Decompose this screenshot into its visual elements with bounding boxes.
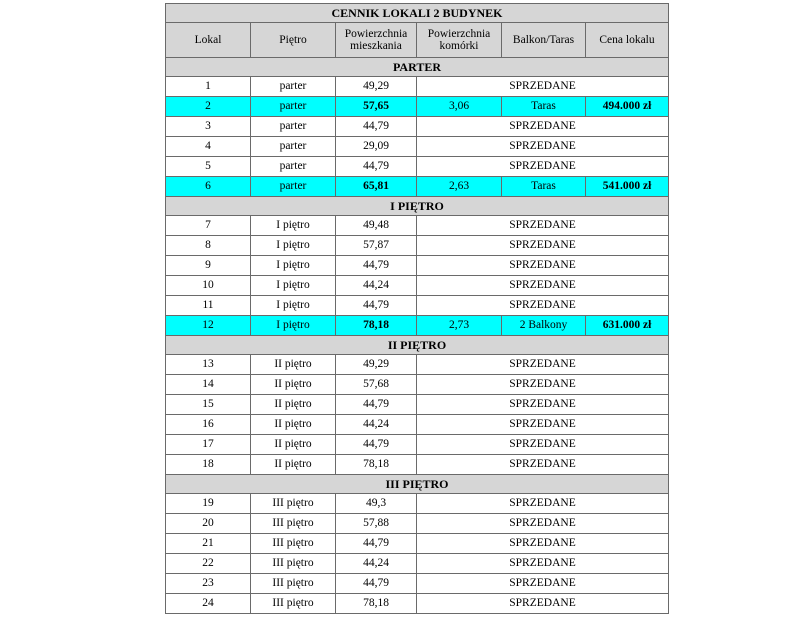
cell-area: 44,79 bbox=[336, 157, 417, 177]
cell-lokal: 12 bbox=[166, 316, 251, 336]
cell-area: 78,18 bbox=[336, 316, 417, 336]
cell-pietro: III piętro bbox=[251, 534, 336, 554]
section-row bbox=[166, 336, 669, 355]
cell-area: 78,18 bbox=[336, 594, 417, 614]
cell-status-sold: SPRZEDANE bbox=[417, 355, 669, 375]
cell-status-sold: SPRZEDANE bbox=[417, 395, 669, 415]
cell-lokal: 15 bbox=[166, 395, 251, 415]
col-header-pow-mieszkania: Powierzchnia mieszkania bbox=[336, 23, 417, 58]
cell-pietro: I piętro bbox=[251, 316, 336, 336]
col-header-balkon: Balkon/Taras bbox=[502, 23, 586, 58]
cell-pietro: parter bbox=[251, 177, 336, 197]
cell-pietro: III piętro bbox=[251, 594, 336, 614]
cell-pietro: III piętro bbox=[251, 514, 336, 534]
cell-area: 49,29 bbox=[336, 77, 417, 97]
cell-area: 44,24 bbox=[336, 276, 417, 296]
table-row bbox=[166, 514, 669, 534]
col-header-cena: Cena lokalu bbox=[586, 23, 669, 58]
cell-area: 44,24 bbox=[336, 554, 417, 574]
cell-komorka: 2,63 bbox=[417, 177, 502, 197]
cell-balkon: 2 Balkony bbox=[502, 316, 586, 336]
col-header-lokal: Lokal bbox=[166, 23, 251, 58]
table-row bbox=[166, 157, 669, 177]
cell-komorka: 3,06 bbox=[417, 97, 502, 117]
cell-pietro: I piętro bbox=[251, 236, 336, 256]
cell-status-sold: SPRZEDANE bbox=[417, 594, 669, 614]
cell-pietro: II piętro bbox=[251, 415, 336, 435]
cell-lokal: 9 bbox=[166, 256, 251, 276]
cell-lokal: 3 bbox=[166, 117, 251, 137]
cell-lokal: 13 bbox=[166, 355, 251, 375]
table-body bbox=[166, 58, 669, 614]
table-row bbox=[166, 455, 669, 475]
cell-pietro: parter bbox=[251, 77, 336, 97]
cell-balkon: Taras bbox=[502, 97, 586, 117]
cell-lokal: 23 bbox=[166, 574, 251, 594]
col-header-pow-komorki: Powierzchnia komórki bbox=[417, 23, 502, 58]
cell-pietro: parter bbox=[251, 117, 336, 137]
section-header: III PIĘTRO bbox=[166, 475, 669, 494]
cell-area: 44,79 bbox=[336, 435, 417, 455]
cell-lokal: 11 bbox=[166, 296, 251, 316]
cell-area: 57,68 bbox=[336, 375, 417, 395]
cell-area: 49,3 bbox=[336, 494, 417, 514]
cell-status-sold: SPRZEDANE bbox=[417, 514, 669, 534]
table-row-available bbox=[166, 97, 669, 117]
section-row bbox=[166, 58, 669, 77]
cell-lokal: 20 bbox=[166, 514, 251, 534]
table-row bbox=[166, 77, 669, 97]
section-header: I PIĘTRO bbox=[166, 197, 669, 216]
cell-pietro: parter bbox=[251, 97, 336, 117]
cell-status-sold: SPRZEDANE bbox=[417, 435, 669, 455]
cell-lokal: 2 bbox=[166, 97, 251, 117]
table-row bbox=[166, 355, 669, 375]
cell-lokal: 1 bbox=[166, 77, 251, 97]
cell-lokal: 7 bbox=[166, 216, 251, 236]
cell-lokal: 19 bbox=[166, 494, 251, 514]
cell-area: 44,79 bbox=[336, 117, 417, 137]
cell-status-sold: SPRZEDANE bbox=[417, 554, 669, 574]
cell-cena: 494.000 zł bbox=[586, 97, 669, 117]
table-row bbox=[166, 375, 669, 395]
table-row bbox=[166, 117, 669, 137]
cell-lokal: 18 bbox=[166, 455, 251, 475]
cell-lokal: 22 bbox=[166, 554, 251, 574]
cell-area: 49,48 bbox=[336, 216, 417, 236]
cell-pietro: I piętro bbox=[251, 296, 336, 316]
table-row bbox=[166, 494, 669, 514]
cell-lokal: 14 bbox=[166, 375, 251, 395]
cell-area: 57,87 bbox=[336, 236, 417, 256]
cell-area: 78,18 bbox=[336, 455, 417, 475]
cell-pietro: III piętro bbox=[251, 494, 336, 514]
table-row bbox=[166, 216, 669, 236]
cell-area: 44,79 bbox=[336, 574, 417, 594]
cell-status-sold: SPRZEDANE bbox=[417, 117, 669, 137]
cell-cena: 541.000 zł bbox=[586, 177, 669, 197]
cell-pietro: III piętro bbox=[251, 554, 336, 574]
cell-status-sold: SPRZEDANE bbox=[417, 455, 669, 475]
cell-lokal: 21 bbox=[166, 534, 251, 554]
cell-lokal: 24 bbox=[166, 594, 251, 614]
cell-area: 44,24 bbox=[336, 415, 417, 435]
cell-pietro: II piętro bbox=[251, 455, 336, 475]
cell-status-sold: SPRZEDANE bbox=[417, 256, 669, 276]
col-header-pietro: Piętro bbox=[251, 23, 336, 58]
cell-area: 49,29 bbox=[336, 355, 417, 375]
cell-lokal: 10 bbox=[166, 276, 251, 296]
section-header: II PIĘTRO bbox=[166, 336, 669, 355]
table-title: CENNIK LOKALI 2 BUDYNEK bbox=[166, 4, 669, 23]
section-header: PARTER bbox=[166, 58, 669, 77]
cell-lokal: 17 bbox=[166, 435, 251, 455]
cell-pietro: II piętro bbox=[251, 435, 336, 455]
section-row bbox=[166, 475, 669, 494]
price-table bbox=[165, 3, 669, 614]
table-row bbox=[166, 554, 669, 574]
table-row bbox=[166, 276, 669, 296]
cell-pietro: III piętro bbox=[251, 574, 336, 594]
table-row bbox=[166, 296, 669, 316]
cell-pietro: I piętro bbox=[251, 216, 336, 236]
cell-pietro: II piętro bbox=[251, 375, 336, 395]
table-row bbox=[166, 534, 669, 554]
cell-status-sold: SPRZEDANE bbox=[417, 157, 669, 177]
cell-area: 44,79 bbox=[336, 534, 417, 554]
table-row bbox=[166, 395, 669, 415]
table-row bbox=[166, 256, 669, 276]
table-row bbox=[166, 435, 669, 455]
cell-pietro: II piętro bbox=[251, 355, 336, 375]
cell-lokal: 8 bbox=[166, 236, 251, 256]
cell-pietro: parter bbox=[251, 137, 336, 157]
cell-status-sold: SPRZEDANE bbox=[417, 415, 669, 435]
table-row bbox=[166, 415, 669, 435]
cell-balkon: Taras bbox=[502, 177, 586, 197]
cell-status-sold: SPRZEDANE bbox=[417, 236, 669, 256]
section-row bbox=[166, 197, 669, 216]
table-row bbox=[166, 594, 669, 614]
cell-lokal: 5 bbox=[166, 157, 251, 177]
cell-status-sold: SPRZEDANE bbox=[417, 216, 669, 236]
cell-area: 57,88 bbox=[336, 514, 417, 534]
table-row bbox=[166, 137, 669, 157]
cell-komorka: 2,73 bbox=[417, 316, 502, 336]
cell-lokal: 6 bbox=[166, 177, 251, 197]
cell-lokal: 4 bbox=[166, 137, 251, 157]
cell-status-sold: SPRZEDANE bbox=[417, 534, 669, 554]
table-row-available bbox=[166, 177, 669, 197]
table-row bbox=[166, 236, 669, 256]
table-row bbox=[166, 574, 669, 594]
cell-status-sold: SPRZEDANE bbox=[417, 296, 669, 316]
cell-pietro: I piętro bbox=[251, 256, 336, 276]
cell-area: 57,65 bbox=[336, 97, 417, 117]
table-row-available bbox=[166, 316, 669, 336]
cell-area: 44,79 bbox=[336, 296, 417, 316]
cell-status-sold: SPRZEDANE bbox=[417, 137, 669, 157]
cell-pietro: II piętro bbox=[251, 395, 336, 415]
cell-status-sold: SPRZEDANE bbox=[417, 276, 669, 296]
cell-cena: 631.000 zł bbox=[586, 316, 669, 336]
cell-pietro: I piętro bbox=[251, 276, 336, 296]
cell-status-sold: SPRZEDANE bbox=[417, 574, 669, 594]
cell-area: 44,79 bbox=[336, 256, 417, 276]
cell-area: 65,81 bbox=[336, 177, 417, 197]
cell-area: 29,09 bbox=[336, 137, 417, 157]
cell-pietro: parter bbox=[251, 157, 336, 177]
cell-area: 44,79 bbox=[336, 395, 417, 415]
cell-status-sold: SPRZEDANE bbox=[417, 494, 669, 514]
cell-status-sold: SPRZEDANE bbox=[417, 375, 669, 395]
cell-lokal: 16 bbox=[166, 415, 251, 435]
cell-status-sold: SPRZEDANE bbox=[417, 77, 669, 97]
